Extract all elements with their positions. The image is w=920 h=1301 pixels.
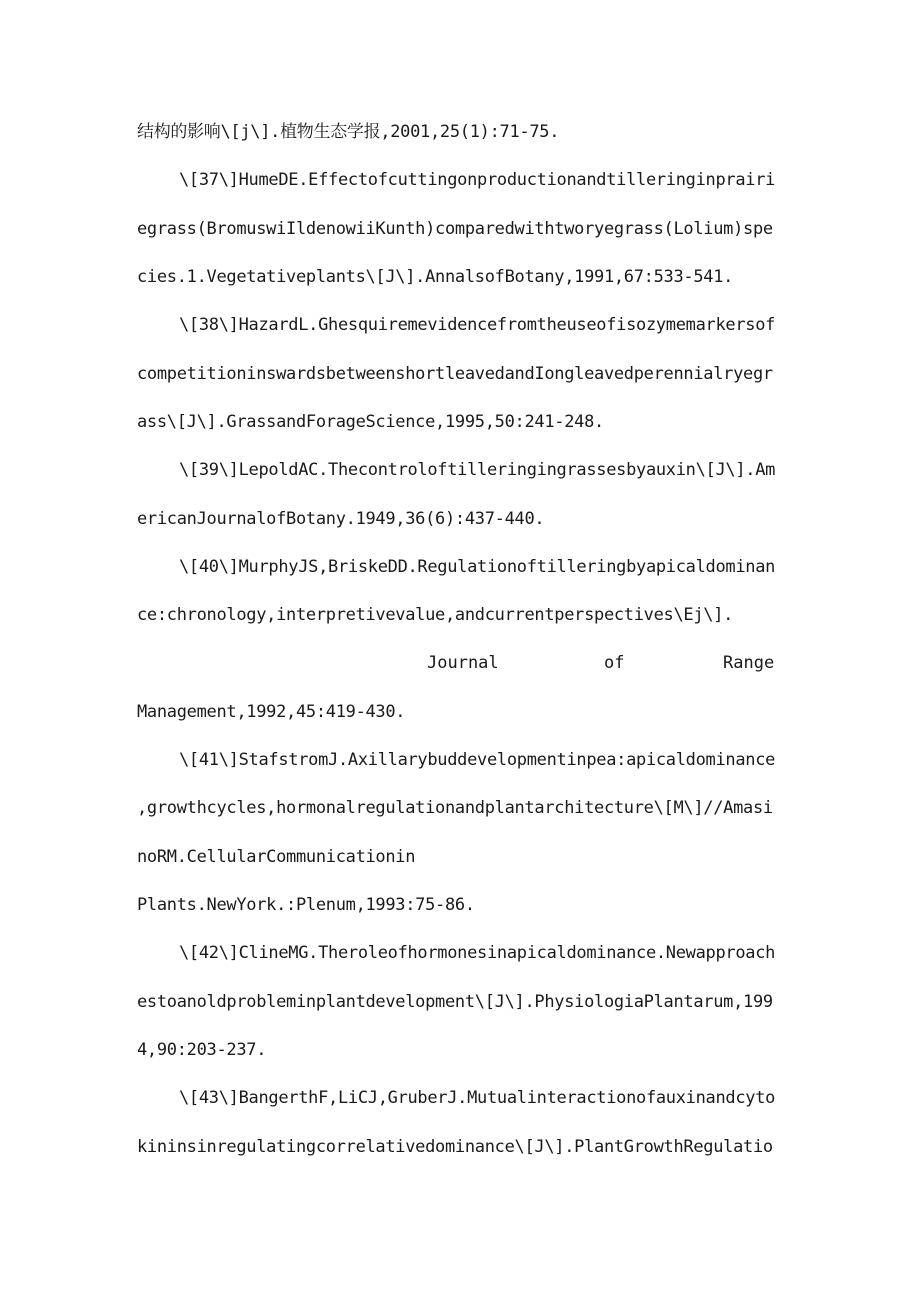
- text-line: Plants.NewYork.:Plenum,1993:75-86.: [137, 895, 475, 915]
- justified-word-of: of: [604, 653, 625, 673]
- reference-40: \[40\]MurphyJS,BriskeDD.Regulationoftilleringbyapicaldominan: [179, 557, 776, 577]
- text-line: Management,1992,45:419-430.: [137, 702, 406, 722]
- text-line: ass\[J\].GrassandForageScience,1995,50:241-248.: [137, 412, 604, 432]
- text-line: 结构的影响\[j\].植物生态学报,2001,25(1):71-75.: [137, 122, 560, 142]
- text-line: noRM.CellularCommunicationin: [137, 847, 416, 867]
- text-line: ,growthcycles,hormonalregulationandplantarchitecture\[M\]//Amasi: [137, 798, 773, 818]
- reference-39: \[39\]LepoldAC.Thecontroloftilleringingrassesbyauxin\[J\].Am: [179, 460, 776, 480]
- justified-word-journal: Journal: [427, 653, 499, 673]
- reference-41: \[41\]StafstromJ.Axillarybuddevelopmentinpea:apicaldominance: [179, 750, 776, 770]
- text-line: 4,90:203-237.: [137, 1040, 267, 1060]
- justified-word-range: Range: [723, 653, 775, 673]
- reference-43: \[43\]BangerthF,LiCJ,GruberJ.Mutualinteractionofauxinandcyto: [179, 1088, 776, 1108]
- reference-37: \[37\]HumeDE.Effectofcuttingonproductionandtilleringinprairi: [179, 170, 776, 190]
- text-line: competitioninswardsbetweenshortleavedandIongleavedperennialryegr: [137, 364, 773, 384]
- text-line: kininsinregulatingcorrelativedominance\[J\].PlantGrowthRegulatio: [137, 1137, 773, 1157]
- text-line: ce:chronology,interpretivevalue,andcurrentperspectives\Ej\].: [137, 605, 734, 625]
- text-line: ericanJournalofBotany.1949,36(6):437-440.: [137, 509, 545, 529]
- reference-38: \[38\]HazardL.Ghesquiremevidencefromtheuseofisozymemarkersof: [179, 315, 776, 335]
- reference-42: \[42\]ClineMG.Theroleofhormonesinapicaldominance.Newapproach: [179, 943, 776, 963]
- text-line: cies.1.Vegetativeplants\[J\].AnnalsofBotany,1991,67:533-541.: [137, 267, 734, 287]
- text-line: egrass(BromuswiIldenowiiKunth)comparedwithtworyegrass(Lolium)spe: [137, 219, 773, 239]
- text-line: estoanoldprobleminplantdevelopment\[J\].PhysiologiaPlantarum,199: [137, 992, 773, 1012]
